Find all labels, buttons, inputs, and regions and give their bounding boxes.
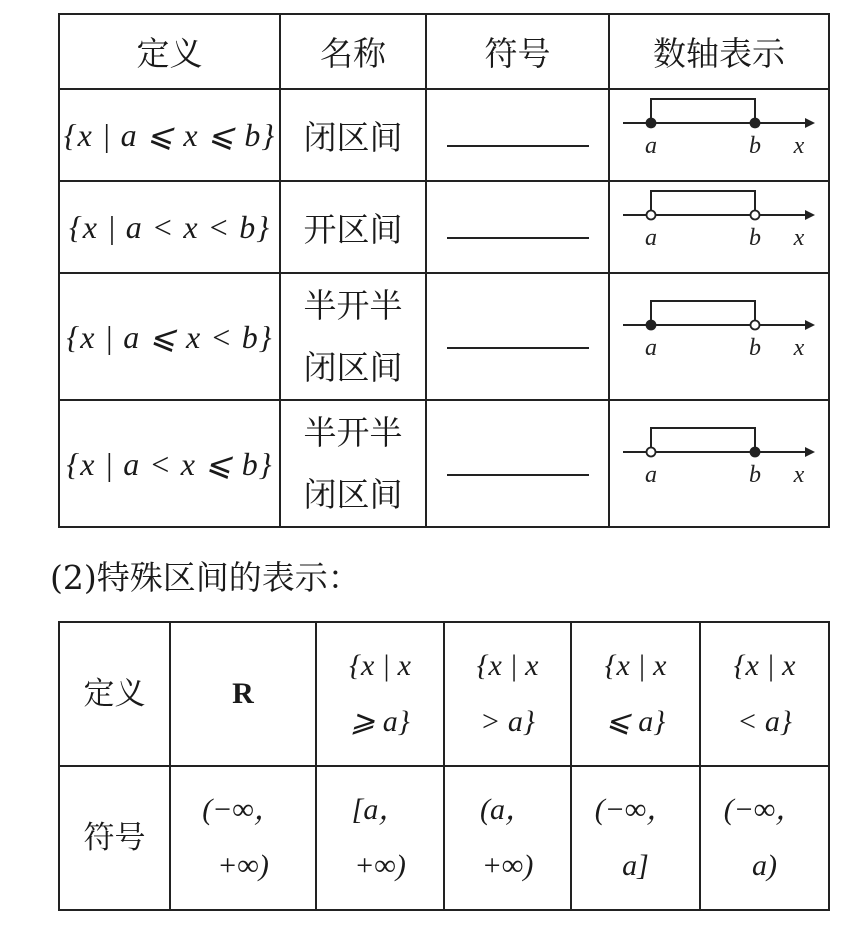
symbol-line: (−∞， bbox=[202, 793, 284, 826]
header-symbol: 符号 bbox=[426, 14, 609, 89]
symbol-cell bbox=[426, 273, 609, 400]
number-line-diagram bbox=[619, 293, 819, 373]
symbol-row bbox=[59, 766, 829, 910]
definition-line: > a} bbox=[480, 705, 535, 738]
definition-cell bbox=[316, 622, 444, 766]
header-definition: 定义 bbox=[59, 14, 280, 89]
number-line-cell bbox=[609, 181, 829, 273]
definition-line: ⩾ a} bbox=[350, 705, 410, 738]
closed-endpoint-a bbox=[647, 320, 656, 329]
row-header-symbol: 符号 bbox=[59, 766, 170, 910]
axis-label-b: b bbox=[749, 461, 761, 488]
row-header-definition: 定义 bbox=[59, 622, 170, 766]
name-line: 半开半 bbox=[303, 285, 403, 325]
definition-line: {x | x bbox=[349, 649, 411, 682]
symbol-line: +∞) bbox=[217, 849, 269, 882]
axis-arrow bbox=[805, 210, 815, 220]
section-caption: (2)特殊区间的表示： bbox=[50, 558, 361, 597]
symbol-cell bbox=[571, 766, 700, 910]
definition-line: ⩽ a} bbox=[605, 705, 666, 738]
definition-line: R bbox=[232, 677, 254, 710]
name-line: 闭区间 bbox=[303, 347, 403, 387]
axis-label-a: a bbox=[645, 225, 657, 251]
name-cell bbox=[280, 89, 426, 181]
name-line: 半开半 bbox=[303, 412, 403, 452]
symbol-line: (−∞， bbox=[723, 793, 806, 826]
closed-endpoint-a bbox=[647, 119, 656, 128]
table-row bbox=[59, 273, 829, 400]
name-cell bbox=[280, 400, 426, 527]
axis-label-b: b bbox=[749, 334, 761, 361]
symbol-line: (a， bbox=[480, 793, 535, 826]
axis-label-a: a bbox=[645, 133, 657, 159]
symbol-cell bbox=[316, 766, 444, 910]
axis-label-a: a bbox=[645, 461, 657, 488]
name-line: 开区间 bbox=[303, 209, 403, 249]
symbol-cell bbox=[426, 400, 609, 527]
open-endpoint-b bbox=[751, 211, 760, 220]
definition-cell: {x | a ⩽ x ⩽ b} bbox=[59, 89, 280, 181]
closed-endpoint-b bbox=[751, 447, 760, 456]
table-row bbox=[59, 89, 829, 181]
header-number-line: 数轴表示 bbox=[609, 14, 829, 89]
symbol-line: (−∞， bbox=[594, 793, 677, 826]
name-cell bbox=[280, 273, 426, 400]
axis-arrow bbox=[805, 118, 815, 128]
axis-arrow bbox=[805, 447, 815, 457]
interval-table bbox=[58, 13, 830, 528]
answer-blank bbox=[447, 474, 589, 476]
definition-line: {x | x bbox=[476, 649, 539, 682]
closed-endpoint-b bbox=[751, 119, 760, 128]
number-line-cell bbox=[609, 89, 829, 181]
interval-bracket bbox=[651, 191, 755, 215]
interval-bracket bbox=[651, 428, 755, 452]
symbol-cell bbox=[700, 766, 829, 910]
name-line: 闭区间 bbox=[303, 117, 403, 157]
definition-cell bbox=[170, 622, 316, 766]
axis-label-b: b bbox=[749, 133, 761, 159]
definition-cell: {x | a < x ⩽ b} bbox=[59, 400, 280, 527]
special-interval-table bbox=[58, 621, 830, 911]
definition-row bbox=[59, 622, 829, 766]
axis-label-x: x bbox=[793, 334, 805, 361]
definition-cell bbox=[700, 622, 829, 766]
definition-cell: {x | a ⩽ x < b} bbox=[59, 273, 280, 400]
symbol-cell bbox=[426, 181, 609, 273]
number-line-diagram bbox=[619, 420, 819, 500]
axis-label-b: b bbox=[749, 225, 761, 251]
answer-blank bbox=[447, 347, 589, 349]
open-endpoint-a bbox=[647, 211, 656, 220]
number-line-diagram bbox=[619, 183, 819, 263]
axis-arrow bbox=[805, 320, 815, 330]
axis-label-x: x bbox=[793, 225, 805, 251]
name-line: 闭区间 bbox=[303, 474, 403, 514]
number-line-cell bbox=[609, 273, 829, 400]
symbol-line: a] bbox=[622, 849, 649, 882]
number-line-cell bbox=[609, 400, 829, 527]
definition-cell: {x | a < x < b} bbox=[59, 181, 280, 273]
answer-blank bbox=[447, 145, 589, 147]
axis-label-a: a bbox=[645, 334, 657, 361]
symbol-cell bbox=[170, 766, 316, 910]
open-endpoint-b bbox=[751, 320, 760, 329]
symbol-line: +∞) bbox=[354, 849, 406, 882]
interval-bracket bbox=[651, 99, 755, 123]
symbol-cell bbox=[426, 89, 609, 181]
axis-label-x: x bbox=[793, 133, 805, 159]
interval-bracket bbox=[651, 301, 755, 325]
answer-blank bbox=[447, 237, 589, 239]
definition-line: < a} bbox=[737, 705, 792, 738]
open-endpoint-a bbox=[647, 447, 656, 456]
symbol-line: +∞) bbox=[481, 849, 534, 882]
number-line-diagram bbox=[619, 91, 819, 171]
symbol-cell bbox=[444, 766, 571, 910]
definition-cell bbox=[444, 622, 571, 766]
definition-line: {x | x bbox=[604, 649, 667, 682]
table-row bbox=[59, 181, 829, 273]
symbol-line: a) bbox=[752, 849, 777, 882]
definition-cell bbox=[571, 622, 700, 766]
definition-line: {x | x bbox=[733, 649, 796, 682]
axis-label-x: x bbox=[793, 461, 805, 488]
name-cell bbox=[280, 181, 426, 273]
table-row bbox=[59, 400, 829, 527]
symbol-line: [a， bbox=[351, 793, 409, 826]
header-name: 名称 bbox=[280, 14, 426, 89]
interval-table-header bbox=[59, 14, 829, 89]
